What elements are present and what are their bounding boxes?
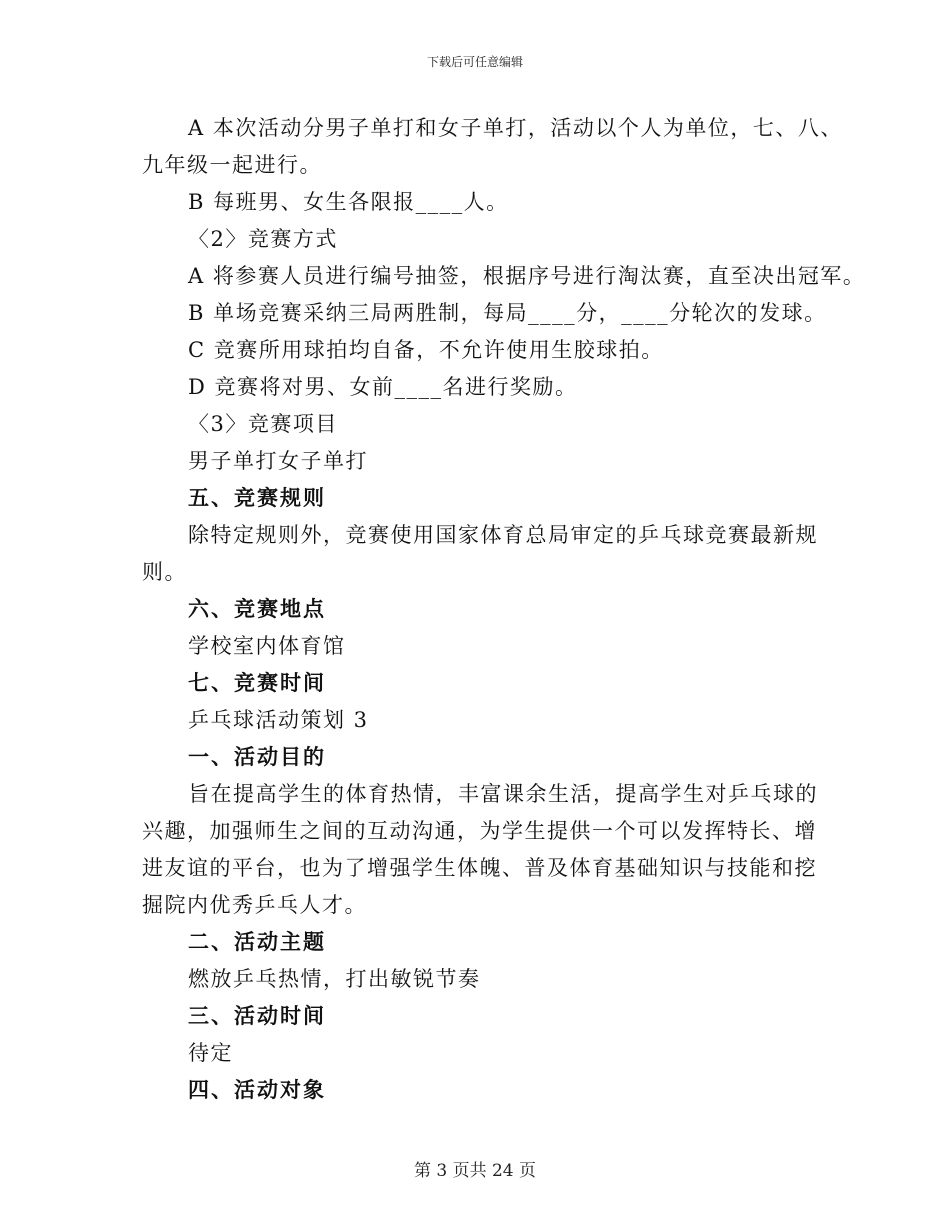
section-heading: 四、活动对象	[188, 1078, 326, 1102]
paragraph-line: 男子单打女子单打	[188, 449, 368, 473]
paragraph-line: 燃放乒乓热情，打出敏锐节奏	[188, 967, 481, 991]
section-heading: 一、活动目的	[188, 745, 326, 769]
page-header: 下载后可任意编辑	[426, 55, 523, 69]
paragraph-line: 除特定规则外，竞赛使用国家体育总局审定的乒乓球竞赛最新规	[188, 523, 818, 547]
paragraph-line: 兴趣，加强师生之间的互动沟通，为学生提供一个可以发挥特长、增	[142, 819, 817, 843]
page-footer: 第 3 页共 24 页	[413, 1161, 537, 1181]
section-heading: 二、活动主题	[188, 930, 326, 954]
paragraph-line: A 将参赛人员进行编号抽签，根据序号进行淘汰赛，直至决出冠军。	[188, 264, 866, 288]
paragraph-line: B 单场竞赛采纳三局两胜制，每局____分，____分轮次的发球。	[188, 301, 827, 325]
paragraph-line: 〈2〉竞赛方式	[188, 227, 338, 251]
section-heading: 五、竞赛规则	[188, 486, 326, 510]
section-heading: 七、竞赛时间	[188, 671, 326, 695]
paragraph-line: B 每班男、女生各限报____人。	[188, 190, 509, 214]
paragraph-line: 则。	[142, 560, 187, 584]
paragraph-line: D 竞赛将对男、女前____名进行奖励。	[188, 375, 578, 399]
document-subtitle: 乒乓球活动策划 3	[188, 708, 369, 732]
section-heading: 六、竞赛地点	[188, 597, 326, 621]
paragraph-line: 〈3〉竞赛项目	[188, 412, 338, 436]
section-heading: 三、活动时间	[188, 1004, 326, 1028]
paragraph-line: 待定	[188, 1041, 233, 1065]
paragraph-line: A 本次活动分男子单打和女子单打，活动以个人为单位，七、八、	[188, 116, 843, 140]
paragraph-line: 掘院内优秀乒乓人才。	[142, 893, 367, 917]
paragraph-line: C 竞赛所用球拍均自备，不允许使用生胶球拍。	[188, 338, 664, 362]
paragraph-line: 九年级一起进行。	[142, 153, 322, 177]
paragraph-line: 学校室内体育馆	[188, 634, 346, 658]
paragraph-line: 旨在提高学生的体育热情，丰富课余生活，提高学生对乒乓球的	[188, 782, 818, 806]
paragraph-line: 进友谊的平台，也为了增强学生体魄、普及体育基础知识与技能和挖	[142, 856, 817, 880]
